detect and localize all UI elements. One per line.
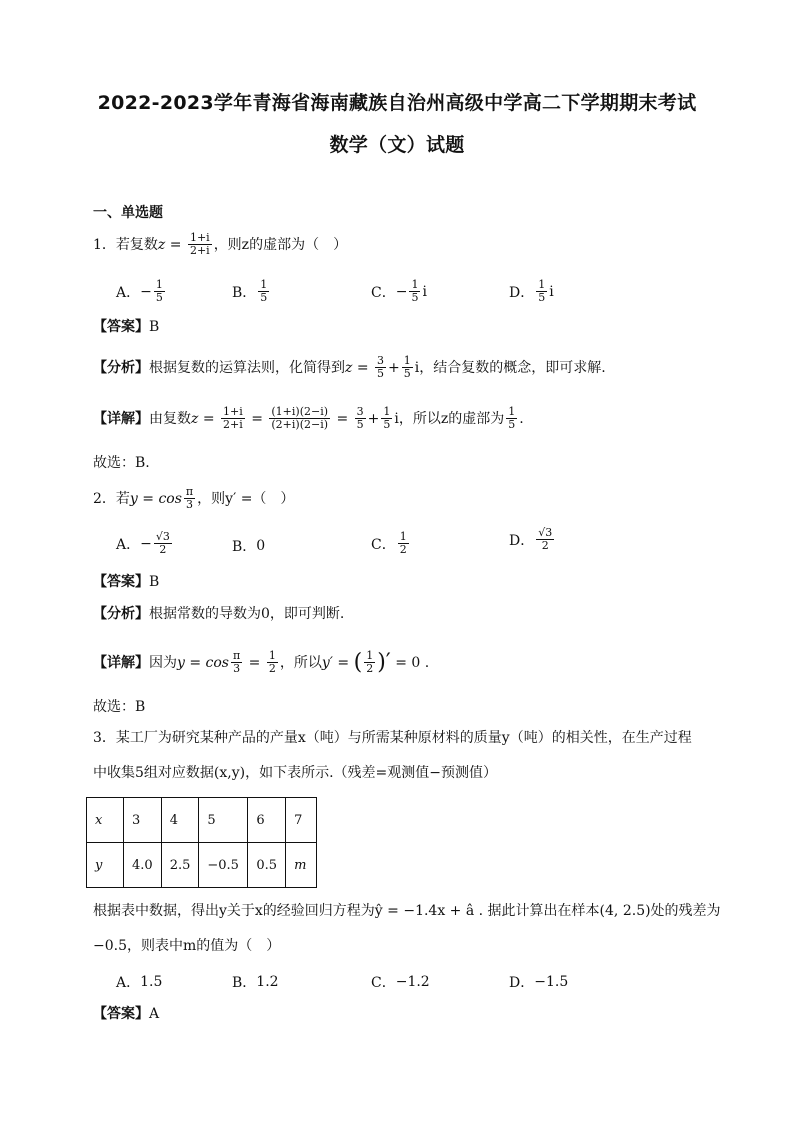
q1-analysis-text: 根据复数的运算法则，化简得到 — [149, 359, 345, 376]
q2-detail-end: = 0 . — [390, 654, 430, 671]
q3-follow-line2: −0.5，则表中m的值为（ ） — [93, 938, 281, 954]
q1-option-a-den: 5 — [155, 291, 163, 304]
q1-detail-f2-num: (1+i)(2−i) — [271, 405, 329, 418]
q2-stem-frac — [184, 486, 195, 511]
q2-detail-frac-1 — [231, 650, 242, 675]
q2-analysis — [93, 605, 344, 623]
q1-detail-frac-5 — [506, 406, 517, 431]
q1-option-d-frac — [536, 279, 547, 304]
q3-answer-value: A — [149, 1006, 160, 1022]
q1-detail-f5-num: 1 — [508, 405, 516, 418]
q2-option-b-label: B． — [232, 539, 257, 555]
q2-detail-f2-num: 1 — [268, 649, 276, 662]
q2-detail-f3-num: 1 — [366, 649, 374, 662]
q1-detail-plus: + — [367, 410, 380, 427]
q3-option-a-value: 1.5 — [140, 974, 163, 990]
q3-option-c[interactable] — [371, 972, 430, 992]
q3-option-b-value: 1.2 — [256, 974, 279, 990]
q2-option-d-num: √3 — [538, 526, 553, 539]
q1-answer-tag: 【答案】 — [93, 319, 149, 335]
q1-z: z — [157, 236, 166, 253]
q1-answer — [93, 318, 159, 336]
section-heading: 一、单选题 — [93, 205, 163, 221]
q3-answer — [93, 1005, 159, 1023]
q2-option-d[interactable] — [509, 527, 556, 552]
q2-detail-f2-den: 2 — [268, 662, 276, 675]
q2-stem-expr: y = cos — [129, 490, 182, 507]
q1-eq: = — [165, 236, 186, 253]
q1-analysis-f2-num: 1 — [403, 354, 411, 367]
q1-detail-i: i — [394, 410, 399, 427]
q1-detail — [93, 406, 524, 431]
q1-detail-f4-num: 1 — [383, 405, 391, 418]
q1-detail-frac-2 — [269, 406, 330, 431]
q1-analysis-plus: + — [388, 359, 400, 376]
q1-analysis-frac-1 — [375, 355, 386, 380]
q1-option-a-frac — [154, 279, 165, 304]
q1-analysis-frac-2 — [402, 355, 413, 380]
q1-option-a-sign: − — [140, 283, 152, 300]
q1-frac-num: 1+i — [189, 231, 210, 244]
q2-detail-f3-den: 2 — [366, 662, 374, 675]
q1-option-c-sign: − — [395, 283, 408, 300]
q2-option-b-value: 0 — [256, 538, 266, 554]
q3-stem-line1: 3．某工厂为研究某种产品的产量x（吨）与所需某种原材料的质量y（吨）的相关性，在生产过程 — [93, 730, 692, 746]
q3-option-a-label: A． — [116, 975, 141, 991]
q1-conclusion: 故选：B. — [93, 455, 150, 471]
q1-option-a-label: A． — [116, 284, 141, 301]
q3-option-a[interactable] — [116, 972, 162, 992]
q2-detail-frac-3 — [364, 650, 375, 675]
q2-option-d-den: 2 — [541, 539, 549, 552]
q3-option-d-label: D． — [509, 975, 535, 991]
q1-detail-f1-num: 1+i — [223, 405, 243, 418]
q3-answer-tag: 【答案】 — [93, 1006, 149, 1022]
q2-frac-den: 3 — [186, 498, 194, 511]
q1-analysis-f1-num: 3 — [377, 354, 385, 367]
q1-analysis-post: ，结合复数的概念，即可求解. — [419, 359, 606, 376]
q3-option-d[interactable] — [509, 972, 568, 992]
table-cell: 4.0 — [124, 843, 162, 888]
q2-right-paren: )′ — [377, 649, 391, 675]
q1-detail-f1-den: 2+i — [223, 418, 243, 431]
q1-option-d-den: 5 — [538, 291, 546, 304]
q1-option-c[interactable] — [371, 279, 427, 304]
q1-detail-eq2: = — [332, 410, 353, 427]
q3-data-table — [86, 797, 317, 888]
q1-stem-prefix: 1．若复数 — [93, 236, 158, 253]
q2-stem-suffix: ，则y′ =（ ） — [197, 490, 295, 507]
q2-option-a-label: A． — [116, 536, 141, 553]
q1-detail-f3-den: 5 — [356, 418, 364, 431]
table-cell: 6 — [248, 798, 286, 843]
q2-analysis-tag: 【分析】 — [93, 606, 149, 622]
q2-option-c-den: 2 — [399, 543, 407, 556]
q2-option-b[interactable] — [232, 536, 265, 556]
q2-detail-eq: = — [244, 654, 265, 671]
q1-analysis-f1-den: 5 — [377, 367, 385, 380]
q2-stem-prefix: 2．若 — [93, 490, 130, 507]
q1-analysis-tag: 【分析】 — [93, 359, 149, 376]
table-cell: 4 — [161, 798, 199, 843]
q3-option-d-value: −1.5 — [534, 974, 569, 990]
q1-option-b-label: B． — [232, 284, 257, 301]
q1-option-c-unit: i — [422, 283, 427, 300]
q3-option-c-value: −1.2 — [395, 974, 430, 990]
q1-detail-pre: 由复数 — [149, 410, 191, 427]
q1-option-b[interactable] — [232, 279, 271, 304]
table-cell: 3 — [124, 798, 162, 843]
q2-left-paren: ( — [353, 649, 363, 675]
q1-option-c-den: 5 — [411, 291, 419, 304]
q1-detail-frac-4 — [381, 406, 392, 431]
q2-option-a-frac — [154, 531, 172, 556]
q1-option-d[interactable] — [509, 279, 554, 304]
table-cell: −0.5 — [199, 843, 248, 888]
q1-analysis — [93, 355, 606, 380]
q2-answer-value: B — [149, 574, 160, 590]
table-cell: 5 — [199, 798, 248, 843]
q2-option-a[interactable] — [116, 531, 174, 556]
q1-option-b-den: 5 — [260, 291, 268, 304]
table-cell: y — [87, 843, 124, 888]
q2-detail-y: y′ = — [321, 654, 354, 671]
q2-conclusion: 故选：B — [93, 699, 146, 715]
q2-option-a-sign: − — [140, 535, 152, 552]
q1-option-d-num: 1 — [538, 278, 546, 291]
q2-option-a-num: √3 — [155, 530, 170, 543]
q1-option-b-num: 1 — [260, 278, 268, 291]
q1-option-b-frac — [258, 279, 269, 304]
q1-detail-f4-den: 5 — [383, 418, 391, 431]
q1-detail-end: . — [519, 410, 524, 427]
q2-detail-f1-num: π — [233, 649, 241, 662]
q3-follow-line1: 根据表中数据，得出y关于x的经验回归方程为ŷ = −1.4x + â . 据此计算出在样本(4, 2.5)处的残差为 — [93, 903, 721, 919]
table-cell: 2.5 — [161, 843, 199, 888]
q1-option-c-label: C． — [371, 284, 396, 301]
q1-option-d-label: D． — [509, 284, 535, 301]
q3-option-b[interactable] — [232, 972, 279, 992]
q2-detail — [93, 650, 429, 675]
q2-option-c[interactable] — [371, 531, 411, 556]
q1-answer-value: B — [149, 319, 160, 335]
q2-detail-frac-2 — [267, 650, 278, 675]
table-row — [87, 843, 317, 888]
q1-analysis-z: z = — [345, 359, 374, 376]
document-title: 2022-2023学年青海省海南藏族自治州高级中学高二下学期期末考试 — [97, 92, 697, 114]
q1-analysis-f2-den: 5 — [403, 367, 411, 380]
q1-detail-eq: = — [246, 410, 268, 427]
q1-detail-z: z = — [191, 410, 220, 427]
q2-option-d-label: D． — [509, 532, 535, 549]
q1-fraction — [188, 232, 212, 257]
q2-detail-pre: 因为 — [149, 654, 177, 671]
table-cell: x — [87, 798, 124, 843]
q2-option-c-frac — [398, 531, 409, 556]
q2-option-c-label: C． — [371, 536, 396, 553]
q2-detail-tag: 【详解】 — [93, 654, 149, 671]
q1-detail-f2-den: (2+i)(2−i) — [271, 418, 329, 431]
q2-option-c-num: 1 — [399, 530, 407, 543]
q2-analysis-text: 根据常数的导数为0，即可判断. — [149, 606, 345, 622]
table-cell: m — [286, 843, 317, 888]
q1-analysis-i: i — [414, 359, 420, 376]
q2-frac-num: π — [185, 485, 194, 498]
q1-detail-f5-den: 5 — [508, 418, 516, 431]
q1-option-d-unit: i — [549, 283, 554, 300]
q2-answer — [93, 573, 159, 591]
q2-answer-tag: 【答案】 — [93, 574, 149, 590]
q3-stem-line2: 中收集5组对应数据(x,y)，如下表所示.（残差=观测值−预测值） — [93, 765, 497, 781]
document-subtitle: 数学（文）试题 — [329, 134, 465, 156]
q2-detail-mid: ，所以 — [279, 654, 322, 671]
table-row — [87, 798, 317, 843]
q2-detail-expr: y = cos — [177, 654, 229, 671]
q2-stem — [93, 486, 294, 511]
q1-stem-suffix: ，则z的虚部为（ ） — [213, 236, 348, 253]
q2-option-a-den: 2 — [159, 543, 167, 556]
q1-option-a-num: 1 — [155, 278, 163, 291]
q1-detail-mid: ，所以z的虚部为 — [398, 410, 505, 427]
q3-option-c-label: C． — [371, 975, 396, 991]
table-cell: 0.5 — [248, 843, 286, 888]
q1-detail-tag: 【详解】 — [93, 410, 149, 427]
q1-option-c-num: 1 — [411, 278, 419, 291]
q1-stem — [93, 232, 347, 257]
q1-frac-den: 2+i — [189, 244, 210, 257]
table-cell: 7 — [286, 798, 317, 843]
q1-detail-f3-num: 3 — [356, 405, 364, 418]
q1-option-c-frac — [409, 279, 420, 304]
q1-detail-frac-3 — [355, 406, 366, 431]
q1-detail-frac-1 — [221, 406, 245, 431]
q3-option-b-label: B． — [232, 975, 257, 991]
q1-option-a[interactable] — [116, 279, 167, 304]
q2-option-d-frac — [536, 527, 554, 552]
q2-detail-f1-den: 3 — [233, 662, 241, 675]
